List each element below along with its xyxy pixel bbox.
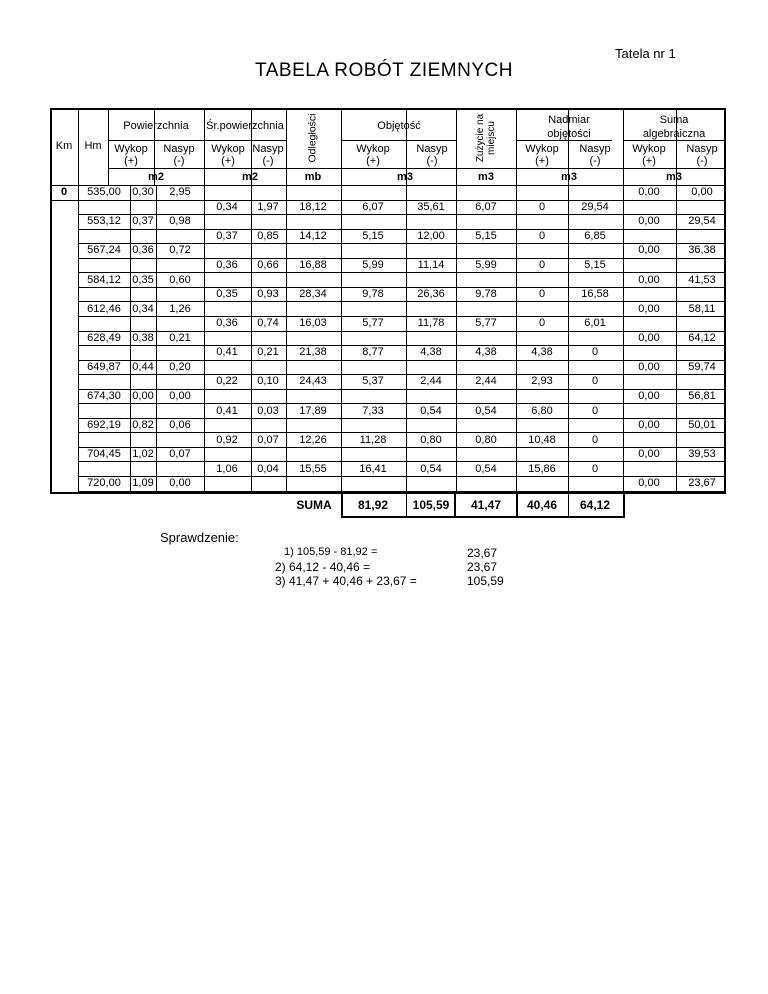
km-row-line <box>50 200 78 201</box>
suma-wykop: 0,00 <box>638 302 660 315</box>
station-hm: 612,46 <box>87 302 121 315</box>
unit-m3: m3 <box>397 171 413 183</box>
row-line <box>78 316 726 317</box>
suma-wykop: 0,00 <box>638 448 660 461</box>
sr-nasyp: 0,66 <box>257 259 279 272</box>
nadmiar-wykop: 15,86 <box>528 462 556 475</box>
check-expression: 1) 105,59 - 81,92 = <box>284 546 378 558</box>
header-plus: (+) <box>642 155 656 167</box>
suma-wykop: 0,00 <box>638 186 660 199</box>
header-zuzycie-line1: Zużycie na <box>475 113 486 163</box>
odleglosc: 24,43 <box>299 375 327 388</box>
header-suma-line1: Suma <box>659 114 689 126</box>
station-nasyp: 0,72 <box>169 244 191 257</box>
header-plus: (+) <box>535 155 549 167</box>
odleglosc: 21,38 <box>299 346 327 359</box>
group-line <box>204 140 286 141</box>
row-line <box>78 345 726 346</box>
row-line <box>78 287 726 288</box>
station-nasyp: 0,06 <box>169 419 191 432</box>
obj-wykop: 5,99 <box>362 259 384 272</box>
sr-nasyp: 0,07 <box>257 433 279 446</box>
suma-nasyp: 59,74 <box>688 360 716 373</box>
nadmiar-wykop: 0 <box>538 200 546 213</box>
obj-wykop: 5,37 <box>362 375 384 388</box>
suma-nasyp: 41,53 <box>688 273 716 286</box>
row-line <box>78 461 726 462</box>
suma-obj-nasyp: 105,59 <box>412 498 450 512</box>
header-odleglosci: Odległości <box>306 113 319 163</box>
station-hm: 692,19 <box>87 419 121 432</box>
unit-m2: m2 <box>242 171 258 183</box>
header-nadmiar-line1: Nadmiar <box>548 114 590 126</box>
group-line <box>341 140 456 141</box>
check-expression: 3) 41,47 + 40,46 + 23,67 = <box>275 574 417 588</box>
nadmiar-nasyp: 0 <box>591 346 599 359</box>
header-col-line <box>623 108 624 185</box>
header-col-line <box>204 108 205 185</box>
nadmiar-nasyp: 16,58 <box>581 288 609 301</box>
suma-wykop: 0,00 <box>638 244 660 257</box>
odleglosc: 16,03 <box>299 317 327 330</box>
header-suma-line2: algebraiczna <box>642 128 706 140</box>
zuzycie: 9,78 <box>475 288 497 301</box>
table-top-border <box>50 108 726 110</box>
header-plus: (+) <box>124 155 138 167</box>
odleglosc: 12,26 <box>299 433 327 446</box>
check-result: 23,67 <box>467 560 498 574</box>
header-objetosc: Objętość <box>377 120 421 132</box>
header-nasyp: Nasyp <box>416 143 448 155</box>
station-wykop: 0,00 <box>132 389 154 402</box>
station-hm: 649,87 <box>87 360 121 373</box>
station-hm: 720,00 <box>87 477 121 490</box>
suma-zuzycie: 41,47 <box>470 498 502 512</box>
header-col-line <box>108 108 109 185</box>
station-nasyp: 0,20 <box>169 360 191 373</box>
zuzycie: 2,44 <box>475 375 497 388</box>
nadmiar-nasyp: 0 <box>591 462 599 475</box>
suma-wykop: 0,00 <box>638 273 660 286</box>
header-col-line <box>456 108 457 185</box>
suma-nadmiar-wykop: 40,46 <box>526 498 558 512</box>
header-col-line <box>341 108 342 185</box>
header-zuzycie <box>475 114 497 162</box>
header-nasyp: Nasyp <box>686 143 718 155</box>
station-nasyp: 0,98 <box>169 215 191 228</box>
header-col-line <box>286 108 287 185</box>
odleglosc: 28,34 <box>299 288 327 301</box>
obj-wykop: 9,78 <box>362 288 384 301</box>
header-zuzycie-line2: miejscu <box>486 121 497 155</box>
nadmiar-wykop: 10,48 <box>528 433 556 446</box>
header-minus: (-) <box>262 155 274 167</box>
unit-m3: m3 <box>666 171 682 183</box>
unit-mb: mb <box>304 171 322 183</box>
header-nadmiar-line2: objętości <box>547 128 591 140</box>
unit-m3: m3 <box>561 171 577 183</box>
zuzycie: 0,80 <box>475 433 497 446</box>
suma-nadmiar-nasyp: 64,12 <box>579 498 611 512</box>
odleglosc: 16,88 <box>299 259 327 272</box>
sr-nasyp: 0,10 <box>257 375 279 388</box>
obj-nasyp: 11,78 <box>417 317 445 330</box>
suma-nasyp: 36,38 <box>688 244 716 257</box>
nadmiar-wykop: 6,80 <box>531 404 553 417</box>
suma-nasyp: 29,54 <box>688 215 716 228</box>
sr-nasyp: 0,74 <box>257 317 279 330</box>
station-nasyp: 0,07 <box>169 448 191 461</box>
nadmiar-wykop: 4,38 <box>531 346 553 359</box>
station-nasyp: 2,95 <box>169 186 191 199</box>
suma-wykop: 0,00 <box>638 331 660 344</box>
sr-wykop: 0,37 <box>216 229 238 242</box>
header-minus: (-) <box>589 155 601 167</box>
obj-wykop: 7,33 <box>362 404 384 417</box>
station-nasyp: 0,00 <box>169 389 191 402</box>
station-wykop: 0,36 <box>132 244 154 257</box>
suma-wykop: 0,00 <box>638 419 660 432</box>
obj-nasyp: 11,14 <box>417 259 445 272</box>
station-wykop: 0,37 <box>132 215 154 228</box>
odleglosc: 18,12 <box>299 200 327 213</box>
station-wykop: 0,82 <box>132 419 154 432</box>
suma-wykop: 0,00 <box>638 360 660 373</box>
zuzycie: 0,54 <box>475 462 497 475</box>
nadmiar-wykop: 2,93 <box>531 375 553 388</box>
station-nasyp: 0,21 <box>169 331 191 344</box>
header-minus: (-) <box>173 155 185 167</box>
sr-wykop: 0,36 <box>216 317 238 330</box>
sr-wykop: 0,92 <box>216 433 238 446</box>
suma-nasyp: 64,12 <box>688 331 716 344</box>
header-col-line <box>516 108 517 185</box>
sr-wykop: 0,35 <box>216 288 238 301</box>
row-line <box>78 229 726 230</box>
group-line <box>623 140 726 141</box>
header-hm: Hm <box>84 140 102 152</box>
header-wykop: Wykop <box>356 143 390 155</box>
header-col-line <box>78 108 79 185</box>
header-sr-powierzchnia: Śr.powierzchnia <box>206 120 284 132</box>
suma-label: SUMA <box>296 498 332 512</box>
page-title: TABELA ROBÓT ZIEMNYCH <box>255 60 513 81</box>
sr-wykop: 0,36 <box>216 259 238 272</box>
zuzycie: 5,99 <box>475 259 497 272</box>
obj-nasyp: 26,36 <box>417 288 445 301</box>
obj-nasyp: 0,54 <box>420 462 442 475</box>
unit-m3: m3 <box>478 171 494 183</box>
row-line <box>78 258 726 259</box>
station-wykop: 0,34 <box>132 302 154 315</box>
obj-wykop: 6,07 <box>362 200 384 213</box>
station-hm: 567,24 <box>87 244 121 257</box>
suma-nasyp: 56,81 <box>688 389 716 402</box>
odleglosc: 15,55 <box>299 462 327 475</box>
nadmiar-wykop: 0 <box>538 288 546 301</box>
row-line <box>78 374 726 375</box>
header-unit-line <box>108 168 726 169</box>
station-wykop: 0,38 <box>132 331 154 344</box>
station-nasyp: 0,00 <box>169 477 191 490</box>
obj-wykop: 5,77 <box>362 317 384 330</box>
header-minus: (-) <box>696 155 708 167</box>
obj-nasyp: 4,38 <box>420 346 442 359</box>
group-line <box>108 140 204 141</box>
sr-wykop: 0,34 <box>216 200 238 213</box>
header-plus: (+) <box>366 155 380 167</box>
nadmiar-wykop: 0 <box>538 259 546 272</box>
obj-nasyp: 0,54 <box>420 404 442 417</box>
station-hm: 628,49 <box>87 331 121 344</box>
station-nasyp: 0,60 <box>169 273 191 286</box>
row-line <box>78 200 726 201</box>
header-wykop: Wykop <box>525 143 559 155</box>
check-result: 105,59 <box>467 574 504 588</box>
nadmiar-wykop: 0 <box>538 317 546 330</box>
obj-nasyp: 12,00 <box>417 229 445 242</box>
station-hm: 584,12 <box>87 273 121 286</box>
row-line <box>78 403 726 404</box>
suma-wykop: 0,00 <box>638 477 660 490</box>
station-wykop: 0,30 <box>132 186 154 199</box>
nadmiar-wykop: 0 <box>538 229 546 242</box>
sr-nasyp: 1,97 <box>257 200 279 213</box>
earthworks-table <box>50 108 726 512</box>
station-wykop: 0,35 <box>132 273 154 286</box>
nadmiar-nasyp: 0 <box>591 433 599 446</box>
obj-wykop: 11,28 <box>359 433 387 446</box>
suma-nasyp: 0,00 <box>691 186 713 199</box>
suma-nasyp: 23,67 <box>688 477 716 490</box>
station-hm: 674,30 <box>87 389 121 402</box>
suma-nasyp: 58,11 <box>688 302 716 315</box>
station-hm: 553,12 <box>87 215 121 228</box>
suma-nasyp: 39,53 <box>688 448 716 461</box>
suma-wykop: 0,00 <box>638 215 660 228</box>
odleglosc: 17,89 <box>299 404 327 417</box>
station-wykop: 0,44 <box>132 360 154 373</box>
group-line <box>516 140 612 141</box>
table-number: Tatela nr 1 <box>615 46 676 61</box>
suma-obj-wykop: 81,92 <box>357 498 389 512</box>
zuzycie: 6,07 <box>475 200 497 213</box>
sr-nasyp: 0,03 <box>257 404 279 417</box>
station-hm: 535,00 <box>87 186 121 199</box>
nadmiar-nasyp: 0 <box>591 404 599 417</box>
obj-nasyp: 0,80 <box>420 433 442 446</box>
header-nasyp: Nasyp <box>252 143 284 155</box>
row-line <box>78 432 726 433</box>
odleglosc: 14,12 <box>299 229 327 242</box>
suma-nasyp: 50,01 <box>688 419 716 432</box>
zuzycie: 0,54 <box>475 404 497 417</box>
km-start: 0 <box>60 186 68 199</box>
check-expression: 2) 64,12 - 40,46 = <box>275 560 371 574</box>
zuzycie: 4,38 <box>475 346 497 359</box>
nadmiar-nasyp: 6,01 <box>584 317 606 330</box>
sr-wykop: 0,41 <box>216 346 238 359</box>
nadmiar-nasyp: 5,15 <box>584 259 606 272</box>
header-minus: (-) <box>426 155 438 167</box>
suma-divider <box>568 494 569 516</box>
sr-wykop: 1,06 <box>216 462 238 475</box>
unit-m2: m2 <box>148 171 164 183</box>
check-label: Sprawdzenie: <box>160 530 239 545</box>
obj-nasyp: 35,61 <box>417 200 445 213</box>
sr-wykop: 0,41 <box>216 404 238 417</box>
check-result: 23,67 <box>467 546 498 560</box>
obj-wykop: 8,77 <box>362 346 384 359</box>
nadmiar-nasyp: 29,54 <box>581 200 609 213</box>
obj-nasyp: 2,44 <box>420 375 442 388</box>
header-wykop: Wykop <box>632 143 666 155</box>
suma-divider <box>406 494 407 516</box>
header-nasyp: Nasyp <box>579 143 611 155</box>
nadmiar-nasyp: 0 <box>591 375 599 388</box>
sr-nasyp: 0,21 <box>257 346 279 359</box>
sr-nasyp: 0,85 <box>257 229 279 242</box>
suma-wykop: 0,00 <box>638 389 660 402</box>
header-powierzchnia: Powierzchnia <box>123 120 189 132</box>
zuzycie: 5,15 <box>475 229 497 242</box>
header-plus: (+) <box>221 155 235 167</box>
station-nasyp: 1,26 <box>169 302 191 315</box>
station-wykop: 1,02 <box>132 448 154 461</box>
table-left-border <box>50 108 52 494</box>
obj-wykop: 5,15 <box>362 229 384 242</box>
header-nasyp: Nasyp <box>163 143 195 155</box>
obj-wykop: 16,41 <box>359 462 387 475</box>
sr-nasyp: 0,93 <box>257 288 279 301</box>
sr-nasyp: 0,04 <box>257 462 279 475</box>
header-wykop: Wykop <box>114 143 148 155</box>
zuzycie: 5,77 <box>475 317 497 330</box>
nadmiar-nasyp: 6,85 <box>584 229 606 242</box>
station-hm: 704,45 <box>87 448 121 461</box>
station-wykop: 1,09 <box>132 477 154 490</box>
header-km: Km <box>55 140 73 152</box>
sr-wykop: 0,22 <box>216 375 238 388</box>
header-wykop: Wykop <box>211 143 245 155</box>
